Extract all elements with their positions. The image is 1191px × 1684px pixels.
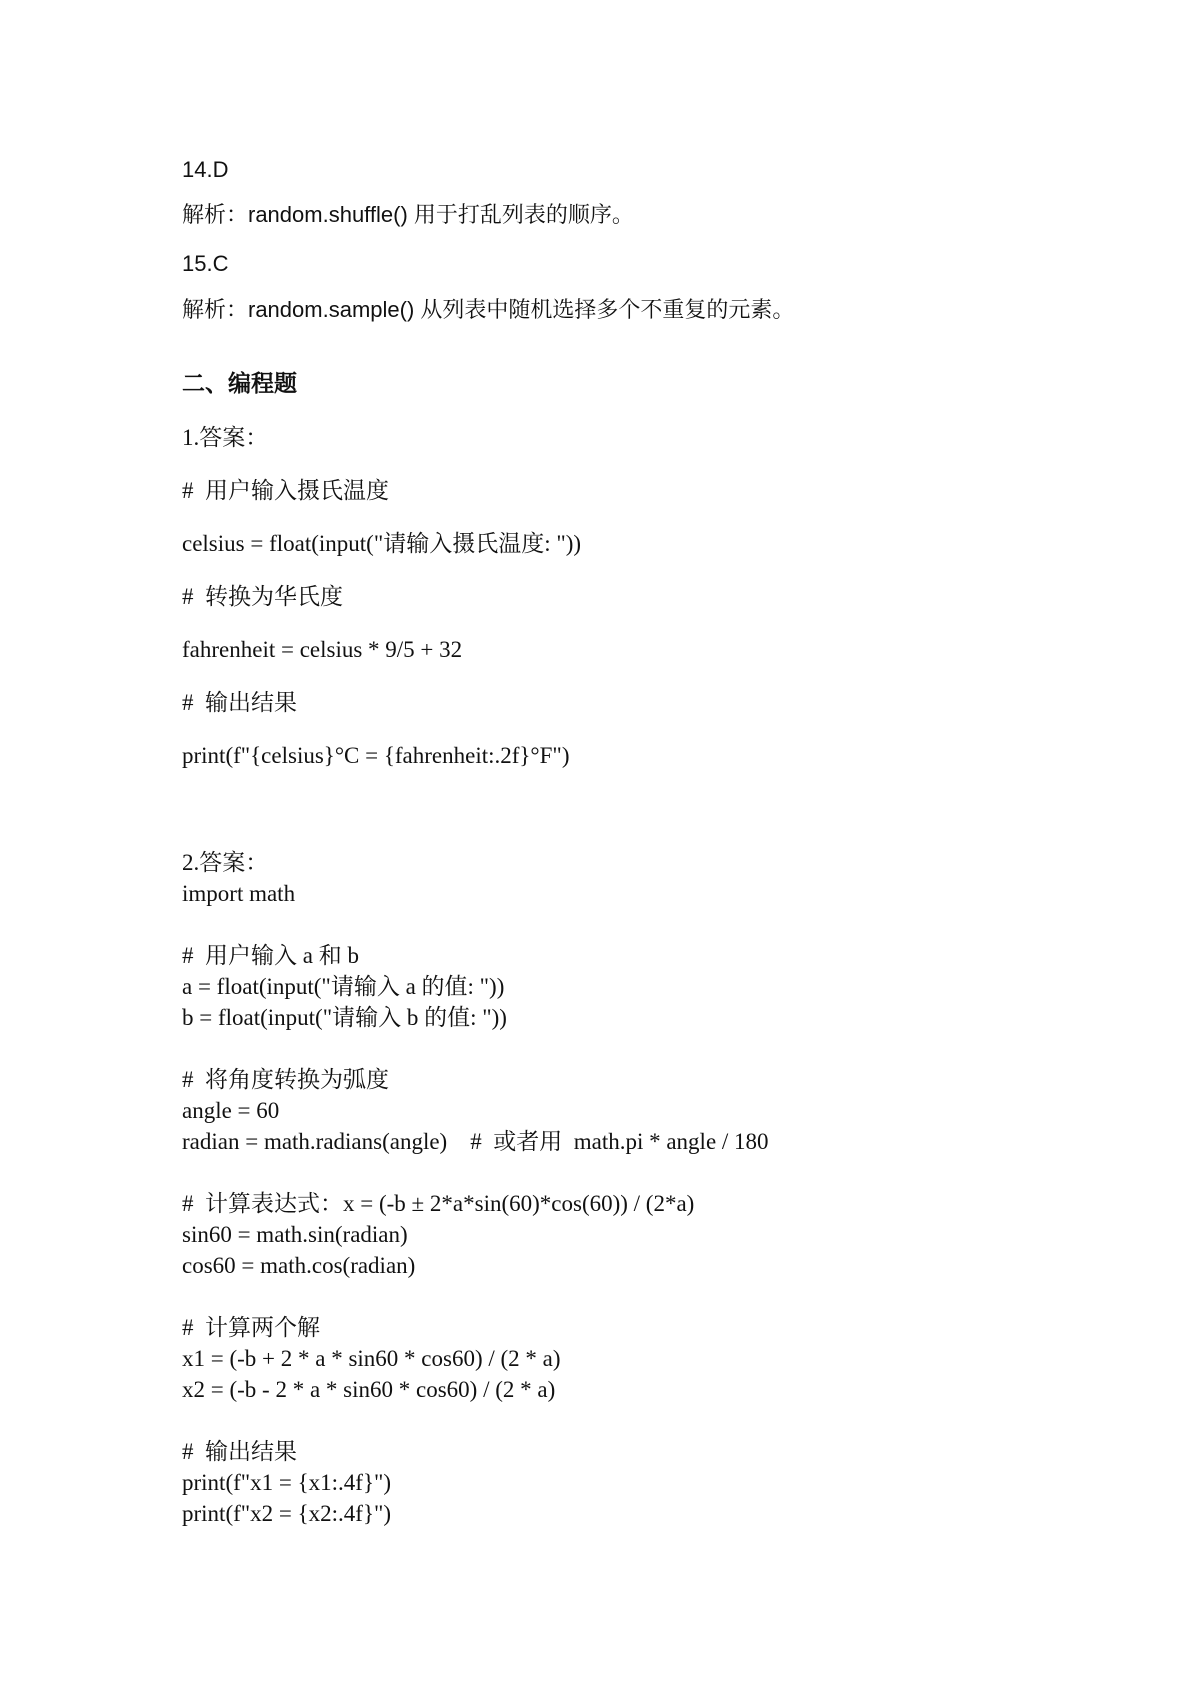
code-line: # 将角度转换为弧度 (182, 1067, 389, 1092)
code-line: # 计算两个解 (182, 1315, 320, 1340)
code-line: print(f"x1 = {x1:.4f}") (182, 1470, 392, 1495)
code-line: b = float(input("请输入 b 的值: ")) (182, 1005, 507, 1030)
code-line: angle = 60 (182, 1098, 280, 1123)
code-line: x2 = (-b - 2 * a * sin60 * cos60) / (2 * a) (182, 1377, 556, 1402)
code-line: fahrenheit = celsius * 9/5 + 32 (182, 637, 463, 662)
answer-14: 14.D (182, 157, 229, 182)
code-line: radian = math.radians(angle) # 或者用 math.pi * angle / 180 (182, 1129, 769, 1154)
code-line: x1 = (-b + 2 * a * sin60 * cos60) / (2 * a) (182, 1346, 561, 1371)
code-line: # 输出结果 (182, 1439, 297, 1464)
code-line: sin60 = math.sin(radian) (182, 1222, 408, 1247)
code-line: celsius = float(input("请输入摄氏温度: ")) (182, 531, 582, 556)
code-line: # 转换为华氏度 (182, 584, 343, 609)
code-line: # 用户输入 a 和 b (182, 943, 359, 968)
answer-15: 15.C (182, 251, 229, 276)
explanation-15: 解析：random.sample() 从列表中随机选择多个不重复的元素。 (182, 297, 795, 322)
code-line: # 计算表达式：x = (-b ± 2*a*sin(60)*cos(60)) / (2*a) (182, 1191, 695, 1216)
code-line: # 输出结果 (182, 690, 297, 715)
explanation-14: 解析：random.shuffle() 用于打乱列表的顺序。 (182, 202, 634, 227)
code-line: cos60 = math.cos(radian) (182, 1253, 416, 1278)
answer1-title: 1.答案： (182, 425, 269, 450)
code-line: # 用户输入摄氏温度 (182, 478, 389, 503)
code-line: a = float(input("请输入 a 的值: ")) (182, 974, 505, 999)
section-heading: 二、编程题 (182, 371, 297, 397)
code-line: print(f"{celsius}°C = {fahrenheit:.2f}°F") (182, 743, 570, 768)
code-line: import math (182, 881, 296, 906)
answer2-title: 2.答案： (182, 850, 269, 875)
code-line: print(f"x2 = {x2:.4f}") (182, 1501, 392, 1526)
